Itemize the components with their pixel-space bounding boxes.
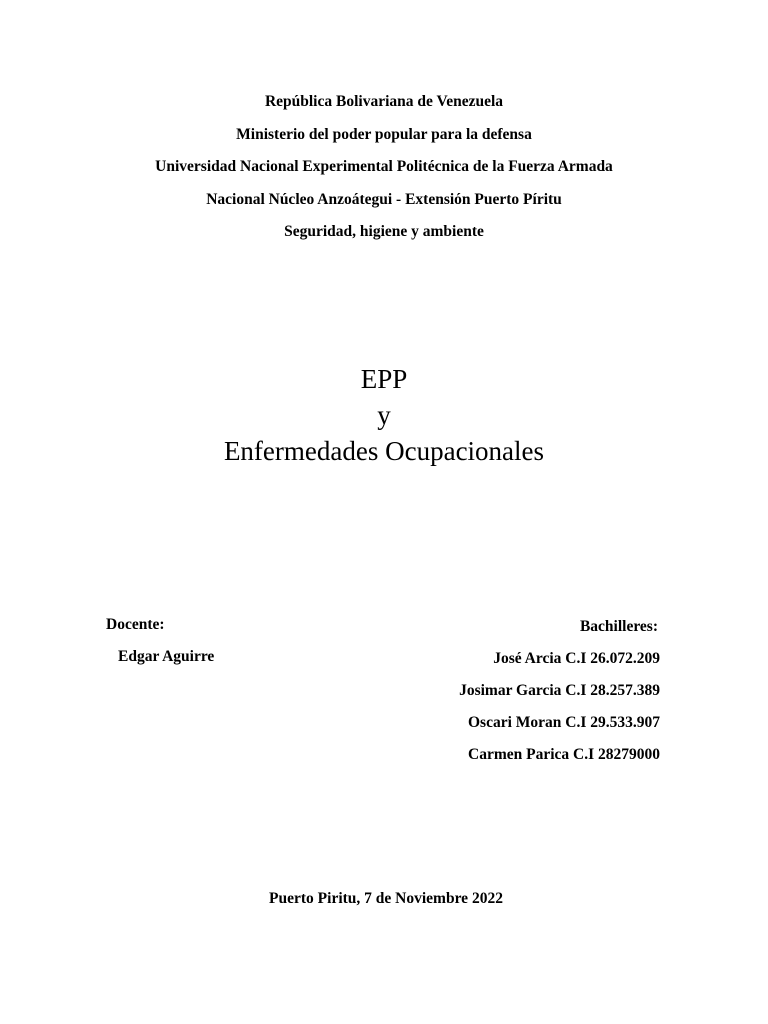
header-university: Universidad Nacional Experimental Politécnica de la Fuerza Armada [155,158,613,175]
title-line-epp: EPP [360,364,408,394]
title-line-y: y [377,400,391,430]
student-item: José Arcia C.I 26.072.209 [493,650,660,667]
title-line-enfermedades: Enfermedades Ocupacionales [223,436,545,466]
student-item: Josimar Garcia C.I 28.257.389 [459,682,660,699]
student-item: Carmen Parica C.I 28279000 [468,746,660,763]
header-campus: Nacional Núcleo Anzoátegui - Extensión Puerto Píritu [206,190,562,208]
document-title [0,361,768,469]
header-subject: Seguridad, higiene y ambiente [284,223,484,240]
header-country: República Bolivariana de Venezuela [264,93,504,110]
students-block [459,616,660,776]
institution-header [0,90,768,253]
teacher-name: Edgar Aguirre [118,648,215,665]
student-item: Oscari Moran C.I 29.533.907 [467,714,660,731]
header-ministry: Ministerio del poder popular para la defensa [236,125,532,143]
students-label: Bachilleres: [579,618,658,635]
teacher-label: Docente: [106,616,165,633]
place-date: Puerto Piritu, 7 de Noviembre 2022 [269,890,503,907]
